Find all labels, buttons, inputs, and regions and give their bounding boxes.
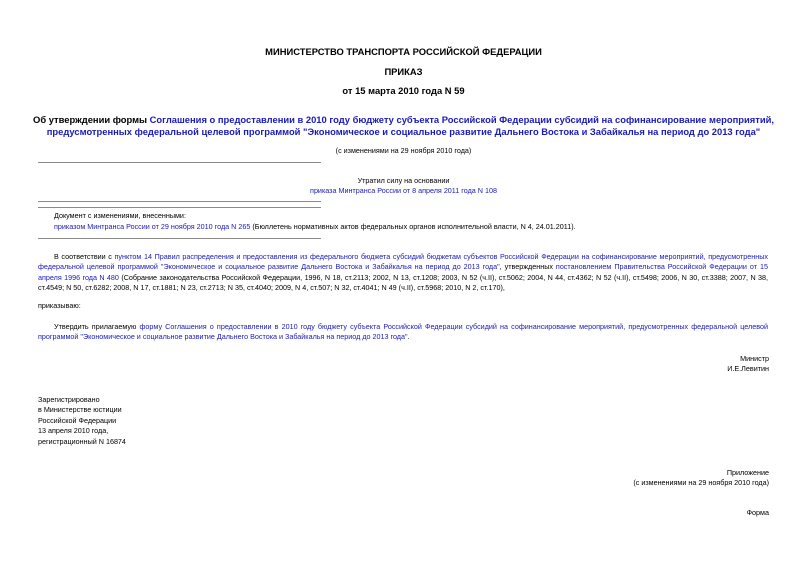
divider bbox=[38, 162, 321, 163]
edition-note: (с изменениями на 29 ноября 2010 года) bbox=[335, 146, 472, 155]
doc-date-number: от 15 марта 2010 года N 59 bbox=[342, 85, 465, 96]
registration-line: в Министерстве юстиции bbox=[38, 405, 122, 415]
registration-line: Зарегистрировано bbox=[38, 395, 100, 404]
doc-type-heading: ПРИКАЗ bbox=[384, 66, 423, 77]
preamble-link-rules[interactable]: пунктом 14 Правил распределения и предоставления из федерального бюджета субсидий бюджетам субъектов Российской Федерации на софинансирование мероприятий, предусмотренных федеральной целевой программой "Экономическое и социальное развитие Дальнего Востока и Забайкалья на период до 2013 года" bbox=[38, 252, 769, 272]
changes-link[interactable]: приказом Минтранса России от 29 ноября 2010 года N 265 bbox=[54, 222, 251, 231]
lost-force-label: Утратил силу на основании bbox=[357, 176, 450, 185]
changes-line bbox=[54, 222, 576, 232]
registration-line: 13 апреля 2010 года, bbox=[38, 426, 109, 436]
title-link-line2[interactable]: предусмотренных федеральной целевой программой "Экономическое и социальное развитие Дальнего Востока и Забайкалья на период до 2013 года" bbox=[46, 126, 761, 137]
document-title bbox=[0, 114, 807, 138]
lost-force-link[interactable]: приказа Минтранса России от 8 апреля 2011 года N 108 bbox=[310, 186, 497, 195]
preamble-text: В соответствии с bbox=[54, 252, 115, 261]
appendix-edition: (с изменениями на 29 ноября 2010 года) bbox=[633, 478, 769, 487]
order-word: приказываю: bbox=[38, 301, 81, 310]
preamble-paragraph bbox=[38, 252, 768, 294]
appendix-label: Приложение bbox=[726, 468, 769, 477]
divider bbox=[38, 238, 321, 239]
registration-line: Российской Федерации bbox=[38, 415, 117, 425]
preamble-text: (Собрание законодательства Российской Федерации, 1996, N 18, ст.2113; 2002, N 13, ст.1208; 2003, N 52 (ч.II), ст.5062; 2004, N 44, ст.4362; N 52 (ч.II), ст.5498; 2006, N 30, ст.3388; 2007, N 38, ст.4549; N 50, ст.6282; 2008, N 17, ст.1881; N 23, ст.2713; N 35, ст.4040; 2009, N 4, ст.507; N 32, ст.4041; N 49 (ч.II), ст.5968; 2010, N 2, ст.170), bbox=[38, 272, 769, 293]
preamble-text: , утвержденных bbox=[499, 262, 556, 272]
registration-block bbox=[38, 395, 126, 447]
changes-rest: (Бюллетень нормативных актов федеральных органов исполнительной власти, N 4, 24.01.2011). bbox=[250, 222, 576, 231]
ministry-heading: МИНИСТЕРСТВО ТРАНСПОРТА РОССИЙСКОЙ ФЕДЕРАЦИИ bbox=[265, 46, 542, 57]
title-link-line1[interactable]: Соглашения о предоставлении в 2010 году бюджету субъекта Российской Федерации субсидий на софинансирование мероприятий, bbox=[149, 114, 774, 125]
registration-line: регистрационный N 16874 bbox=[38, 436, 126, 446]
divider bbox=[38, 201, 321, 202]
approve-form-link[interactable]: форму Соглашения о предоставлении в 2010 году бюджету субъекта Российской Федерации субсидий на софинансирование мероприятий, предусмотренных федеральной целевой программой "Экономическое и социальное развитие Дальнего Востока и Забайкалья на период до 2013 года" bbox=[38, 322, 768, 342]
appendix-form-label: Форма bbox=[746, 508, 769, 517]
approve-text: . bbox=[407, 332, 410, 342]
title-prefix: Об утверждении формы bbox=[33, 114, 150, 125]
approve-text: Утвердить прилагаемую bbox=[54, 322, 140, 331]
changes-intro: Документ с изменениями, внесенными: bbox=[54, 211, 186, 220]
divider bbox=[38, 207, 321, 208]
preamble-link-resolution[interactable]: постановлением Правительства Российской Федерации от 15 апреля 1996 года N 480 bbox=[38, 262, 768, 282]
signature-position: Министр bbox=[740, 354, 769, 363]
approve-paragraph bbox=[38, 322, 768, 343]
signature-name: И.Е.Левитин bbox=[727, 364, 769, 373]
